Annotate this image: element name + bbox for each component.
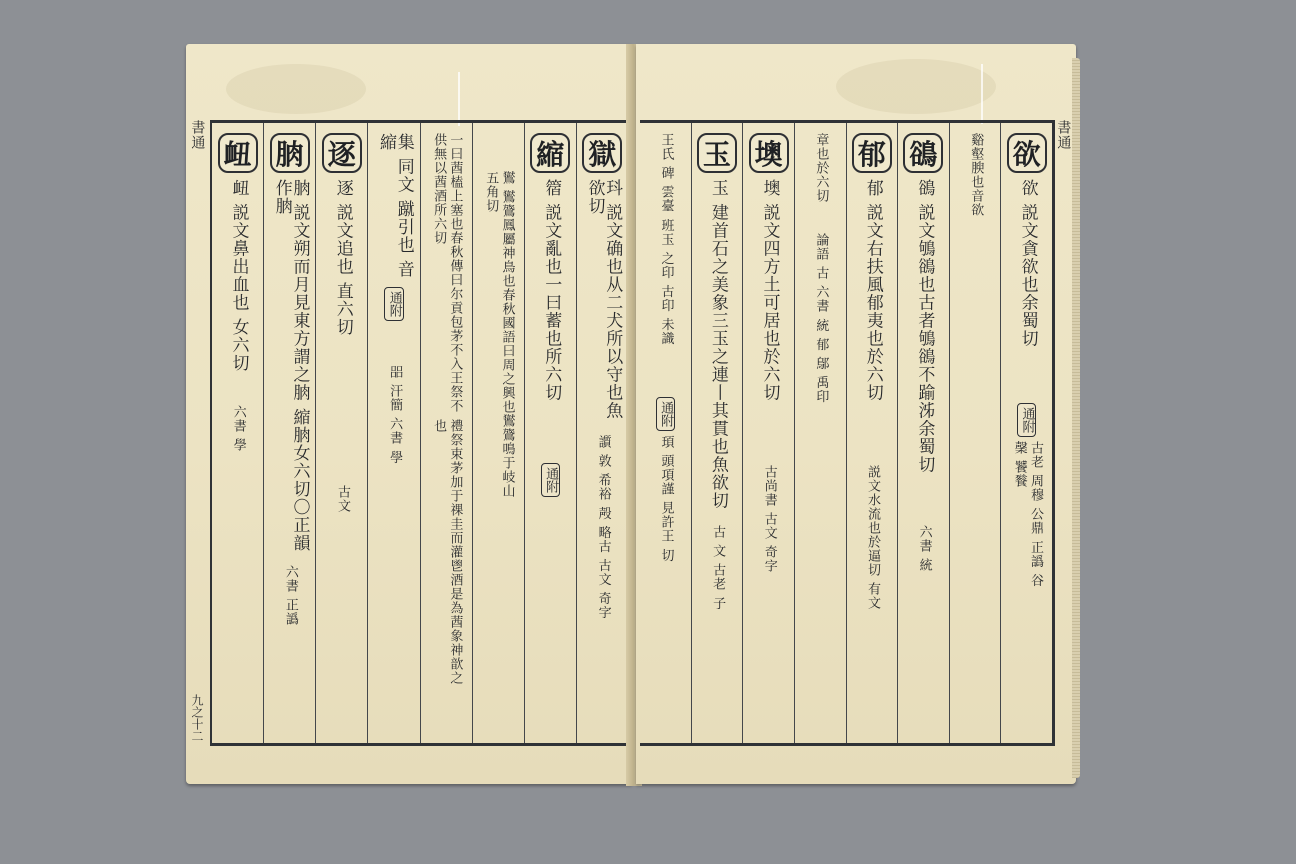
entry-text: 䈹 説文亂也一曰蓄也所六切 bbox=[541, 179, 562, 402]
column-2 bbox=[949, 123, 1001, 743]
entry-text: 欲 説文貪欲也余蜀切 bbox=[1017, 179, 1038, 348]
entry-text: 逐 説文追也 直六切 bbox=[332, 179, 353, 336]
binding-thread bbox=[458, 72, 460, 126]
entry-variants: 六書 正譌 bbox=[282, 565, 298, 627]
entry-text: 谿壑腴也音欲 bbox=[968, 133, 984, 217]
right-margin-title bbox=[1052, 120, 1074, 740]
entry-variants: 㗊 汗簡 六書 學 bbox=[387, 365, 403, 465]
appendix-label: 通附 bbox=[541, 463, 561, 497]
head-character: 郁 bbox=[852, 133, 892, 173]
entry-variants: 六書 學 bbox=[230, 405, 246, 453]
column-1 bbox=[1000, 123, 1052, 743]
entry-text: 朒 説文朔而月見東方謂之朒 縮朒女六切〇正韻作朒 bbox=[271, 179, 310, 552]
folio-number: 九之十二 bbox=[190, 694, 204, 742]
left-page bbox=[186, 44, 632, 784]
head-character: 縮 bbox=[530, 133, 570, 173]
left-margin-title bbox=[186, 120, 208, 740]
column-8 bbox=[212, 123, 263, 743]
head-character: 朒 bbox=[270, 133, 310, 173]
entry-text: 集 同文 蹴引也 音縮 bbox=[375, 133, 414, 279]
entry-text: 郁 説文右扶風郁夷也於六切 bbox=[862, 179, 883, 402]
entry-text: 墺 説文四方土可居也於六切 bbox=[759, 179, 780, 402]
entry-text: 一曰莤榼上塞也春秋傳曰尔貢包茅不入王祭不供無以莤酒所六切 bbox=[431, 133, 463, 413]
head-character: 玉 bbox=[697, 133, 737, 173]
book-title-text: 書通 bbox=[189, 120, 206, 150]
appendix-label: 通附 bbox=[656, 397, 676, 431]
entry-variants: 古文 bbox=[334, 485, 350, 513]
head-character: 衄 bbox=[218, 133, 258, 173]
entry-text: 㺶 説文确也从二犬所以守也魚欲切 bbox=[584, 179, 623, 420]
entry-variants: 古老 周穆 公鼎 正譌 谷 䅽 饕餮 bbox=[1011, 441, 1043, 588]
entry-variants: 古 文 古老 子 bbox=[710, 525, 726, 611]
column-7 bbox=[263, 123, 315, 743]
head-character: 墺 bbox=[749, 133, 789, 173]
column-1 bbox=[576, 123, 628, 743]
head-character: 逐 bbox=[322, 133, 362, 173]
left-text-frame bbox=[210, 120, 628, 746]
entry-variants: 論語 古 六書 統 郁 鄔 禹印 bbox=[813, 233, 829, 404]
binding-thread bbox=[981, 64, 983, 124]
entry-text: 王氏 碑 雲臺 班玉 之印 古印 未識 bbox=[658, 133, 674, 346]
column-8 bbox=[640, 123, 691, 743]
entry-text: 鵒 説文鴝鵒也古者鴝鵒不踰泲余蜀切 bbox=[914, 179, 935, 474]
entry-text: 玉 建首石之美象三玉之連丨其貫也魚欲切 bbox=[707, 179, 728, 510]
head-character: 鵒 bbox=[903, 133, 943, 173]
entry-text: 衄 説文鼻出血也 女六切 bbox=[228, 179, 249, 372]
entry-variants: 説文水流也於逼切 有文 bbox=[864, 465, 880, 611]
page-edges bbox=[1072, 58, 1080, 778]
column-7 bbox=[691, 123, 743, 743]
column-5 bbox=[794, 123, 846, 743]
appendix-label: 通附 bbox=[384, 287, 404, 321]
column-3 bbox=[897, 123, 949, 743]
right-text-frame bbox=[640, 120, 1055, 746]
entry-text: 章也於六切 bbox=[813, 133, 829, 203]
appendix-label: 通附 bbox=[1017, 403, 1037, 437]
entry-variants: 古尚書 古文 奇字 bbox=[761, 465, 777, 574]
head-character: 獄 bbox=[582, 133, 622, 173]
column-4 bbox=[420, 123, 472, 743]
book-spread bbox=[186, 44, 1082, 792]
book-title-text: 書通 bbox=[1055, 120, 1072, 150]
column-6 bbox=[315, 123, 367, 743]
entry-variants: 六書 統 bbox=[916, 525, 932, 573]
entry-variants: 禮祭束茅加于祼圭而灌鬯酒是為莤象神歆之也 bbox=[431, 419, 463, 685]
head-character: 欲 bbox=[1007, 133, 1047, 173]
column-4 bbox=[846, 123, 898, 743]
column-3 bbox=[472, 123, 524, 743]
right-page bbox=[636, 44, 1076, 784]
column-6 bbox=[742, 123, 794, 743]
entry-variants: 䜠 敦 希裕 殸 略古 古文 奇字 bbox=[595, 435, 611, 620]
entry-variants: 頊 頭項謹 見許王 切 bbox=[658, 435, 674, 563]
entry-variants: 鸑 鸑鷟鳳屬神鳥也春秋國語曰周之興也鸑鷟鳴于岐山五角切 bbox=[483, 171, 515, 499]
column-2 bbox=[524, 123, 576, 743]
column-5 bbox=[367, 123, 419, 743]
